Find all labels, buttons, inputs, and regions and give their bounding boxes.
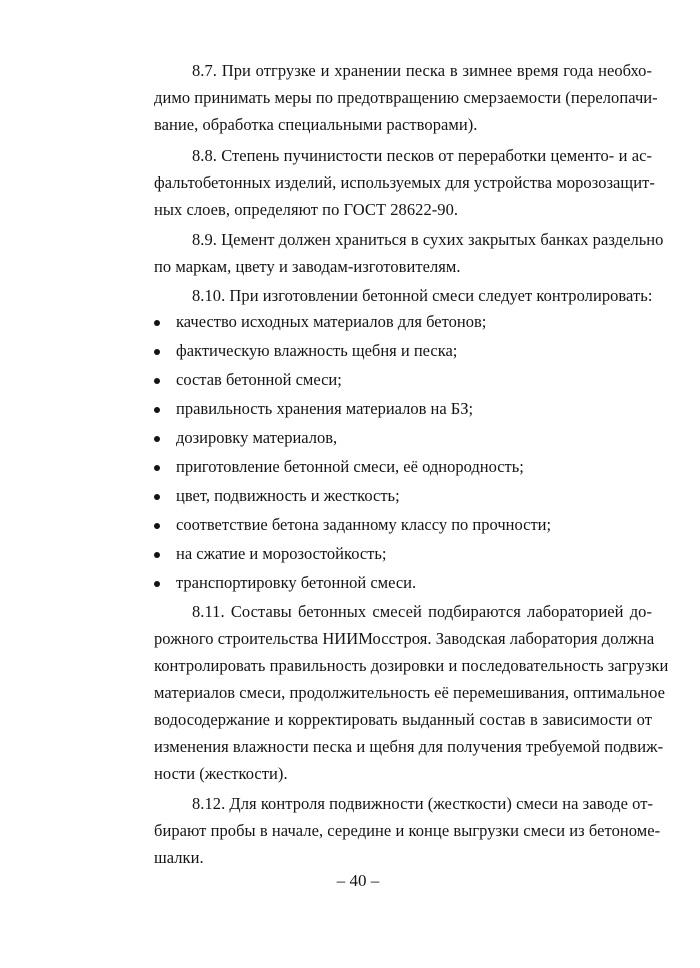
page-number: – 40 – (336, 871, 380, 890)
paragraph-8-12-line-3: шалки. (154, 848, 204, 867)
paragraph-8-11-line-4: материалов смеси, продолжительность её перемешивания, оптимальное (154, 683, 666, 702)
paragraph-8-11-line-3: контролировать правильность дозировки и последовательность загрузки (154, 656, 669, 675)
paragraph-8-9-line-2: по маркам, цвету и заводам-изготовителям. (154, 257, 461, 276)
paragraph-8-12-line-1: 8.12. Для контроля подвижности (жесткости) смеси на заводе от- (192, 794, 654, 813)
list-item-text: фактическую влажность щебня и песка; (176, 341, 458, 360)
bullet-icon (154, 523, 160, 529)
paragraph-8-12-line-2: бирают пробы в начале, середине и конце выгрузки смеси из бетономе- (154, 821, 661, 840)
list-item-text: состав бетонной смеси; (176, 370, 342, 389)
bullet-icon (154, 465, 160, 471)
paragraph-8-11-line-6: изменения влажности песка и щебня для получения требуемой подвиж- (154, 737, 664, 756)
paragraph-8-10-intro: 8.10. При изготовлении бетонной смеси следует контролировать: (192, 286, 653, 305)
paragraph-8-8-line-2: фальтобетонных изделий, используемых для устройства морозозащит- (154, 173, 655, 192)
bullet-icon (154, 407, 160, 413)
paragraph-8-11-line-2: рожного строительства НИИМосстроя. Заводская лаборатория должна (154, 629, 655, 648)
paragraph-8-7-line-3: вание, обработка специальными растворами). (154, 115, 478, 134)
paragraph-8-11-line-7: ности (жесткости). (154, 764, 288, 783)
paragraph-8-8-line-3: ных слоев, определяют по ГОСТ 28622-90. (154, 200, 459, 219)
bullet-icon (154, 436, 160, 442)
list-item-text: качество исходных материалов для бетонов; (176, 312, 487, 331)
list-item-text: правильность хранения материалов на БЗ; (176, 399, 474, 418)
bullet-icon (154, 581, 160, 587)
paragraph-8-11-line-5: водосодержание и корректировать выданный состав в зависимости от (154, 710, 652, 729)
paragraph-8-7-line-2: димо принимать меры по предотвращению смерзаемости (перелопачи- (154, 88, 658, 107)
bullet-icon (154, 552, 160, 558)
list-item-text: на сжатие и морозостойкость; (176, 544, 387, 563)
list-item-text: соответствие бетона заданному классу по прочности; (176, 515, 552, 534)
list-item-text: приготовление бетонной смеси, её однородность; (176, 457, 524, 476)
paragraph-8-7-line-1: 8.7. При отгрузке и хранении песка в зимнее время года необхо- (192, 61, 652, 80)
paragraph-8-8-line-1: 8.8. Степень пучинистости песков от переработки цементо- и ас- (192, 146, 652, 165)
list-item-text: транспортировку бетонной смеси. (176, 573, 417, 592)
bullet-icon (154, 378, 160, 384)
bullet-icon (154, 494, 160, 500)
paragraph-8-9-line-1: 8.9. Цемент должен храниться в сухих закрытых банках раздельно (192, 230, 664, 249)
bullet-icon (154, 349, 160, 355)
list-item-text: цвет, подвижность и жесткость; (176, 486, 400, 505)
paragraph-8-11-line-1: 8.11. Составы бетонных смесей подбираются лабораторией до- (192, 602, 652, 621)
bullet-icon (154, 320, 160, 326)
list-item-text: дозировку материалов, (176, 428, 338, 447)
